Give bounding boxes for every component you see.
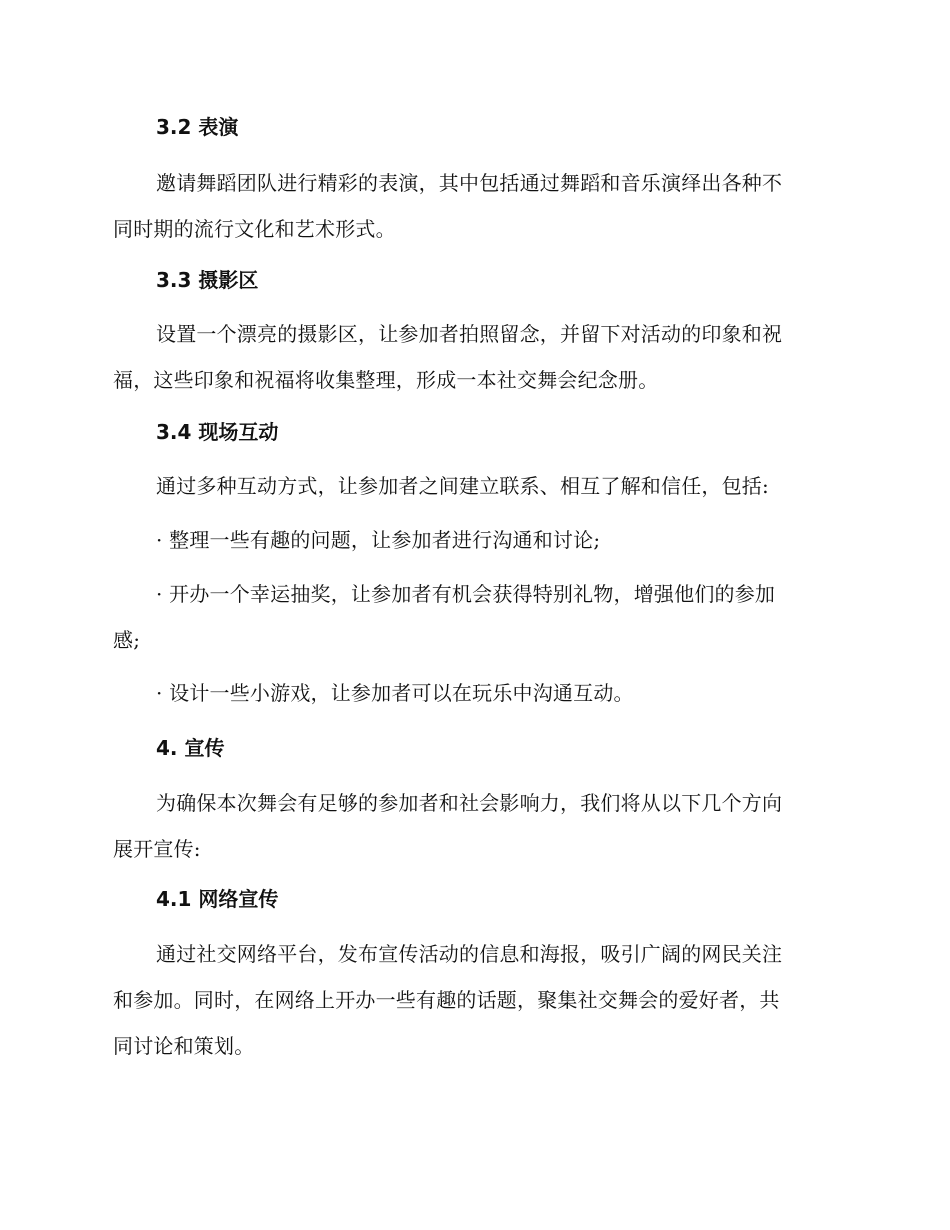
paragraph-3-4-intro	[113, 463, 833, 509]
text-line: 邀请舞蹈团队进行精彩的表演，其中包括通过舞蹈和音乐演绎出各种不	[156, 171, 783, 195]
list-item	[113, 670, 833, 716]
paragraph-4-1	[113, 931, 833, 1069]
text-line: 同时期的流行文化和艺术形式。	[113, 217, 396, 241]
text-line: · 设计一些小游戏，让参加者可以在玩乐中沟通互动。	[156, 681, 634, 705]
text-line: 福，这些印象和祝福将收集整理，形成一本社交舞会纪念册。	[113, 368, 659, 392]
list-item	[113, 517, 833, 563]
text-line: 通过多种互动方式，让参加者之间建立联系、相互了解和信任，包括:	[156, 474, 769, 498]
text-line: 同讨论和策划。	[113, 1034, 255, 1058]
text-line: · 整理一些有趣的问题，让参加者进行沟通和讨论;	[156, 528, 601, 552]
heading-3-4: 3.4 现场互动	[156, 420, 279, 444]
paragraph-3-3	[113, 311, 833, 403]
text-line: 通过社交网络平台，发布宣传活动的信息和海报，吸引广阔的网民关注	[156, 942, 783, 966]
text-line: 和参加。同时，在网络上开办一些有趣的话题，聚集社交舞会的爱好者，共	[113, 988, 780, 1012]
text-line: 展开宣传:	[113, 837, 201, 861]
paragraph-4	[113, 780, 833, 872]
heading-3-2: 3.2 表演	[156, 115, 239, 139]
heading-4-1: 4.1 网络宣传	[156, 887, 279, 911]
text-line: · 开办一个幸运抽奖，让参加者有机会获得特别礼物，增强他们的参加	[156, 582, 776, 606]
text-line: 感;	[113, 628, 141, 652]
text-line: 为确保本次舞会有足够的参加者和社会影响力，我们将从以下几个方向	[156, 791, 783, 815]
heading-3-3: 3.3 摄影区	[156, 268, 259, 292]
text-line: 设置一个漂亮的摄影区，让参加者拍照留念，并留下对活动的印象和祝	[156, 322, 783, 346]
paragraph-3-2	[113, 160, 833, 252]
list-item	[113, 571, 833, 663]
heading-4: 4. 宣传	[156, 736, 225, 760]
